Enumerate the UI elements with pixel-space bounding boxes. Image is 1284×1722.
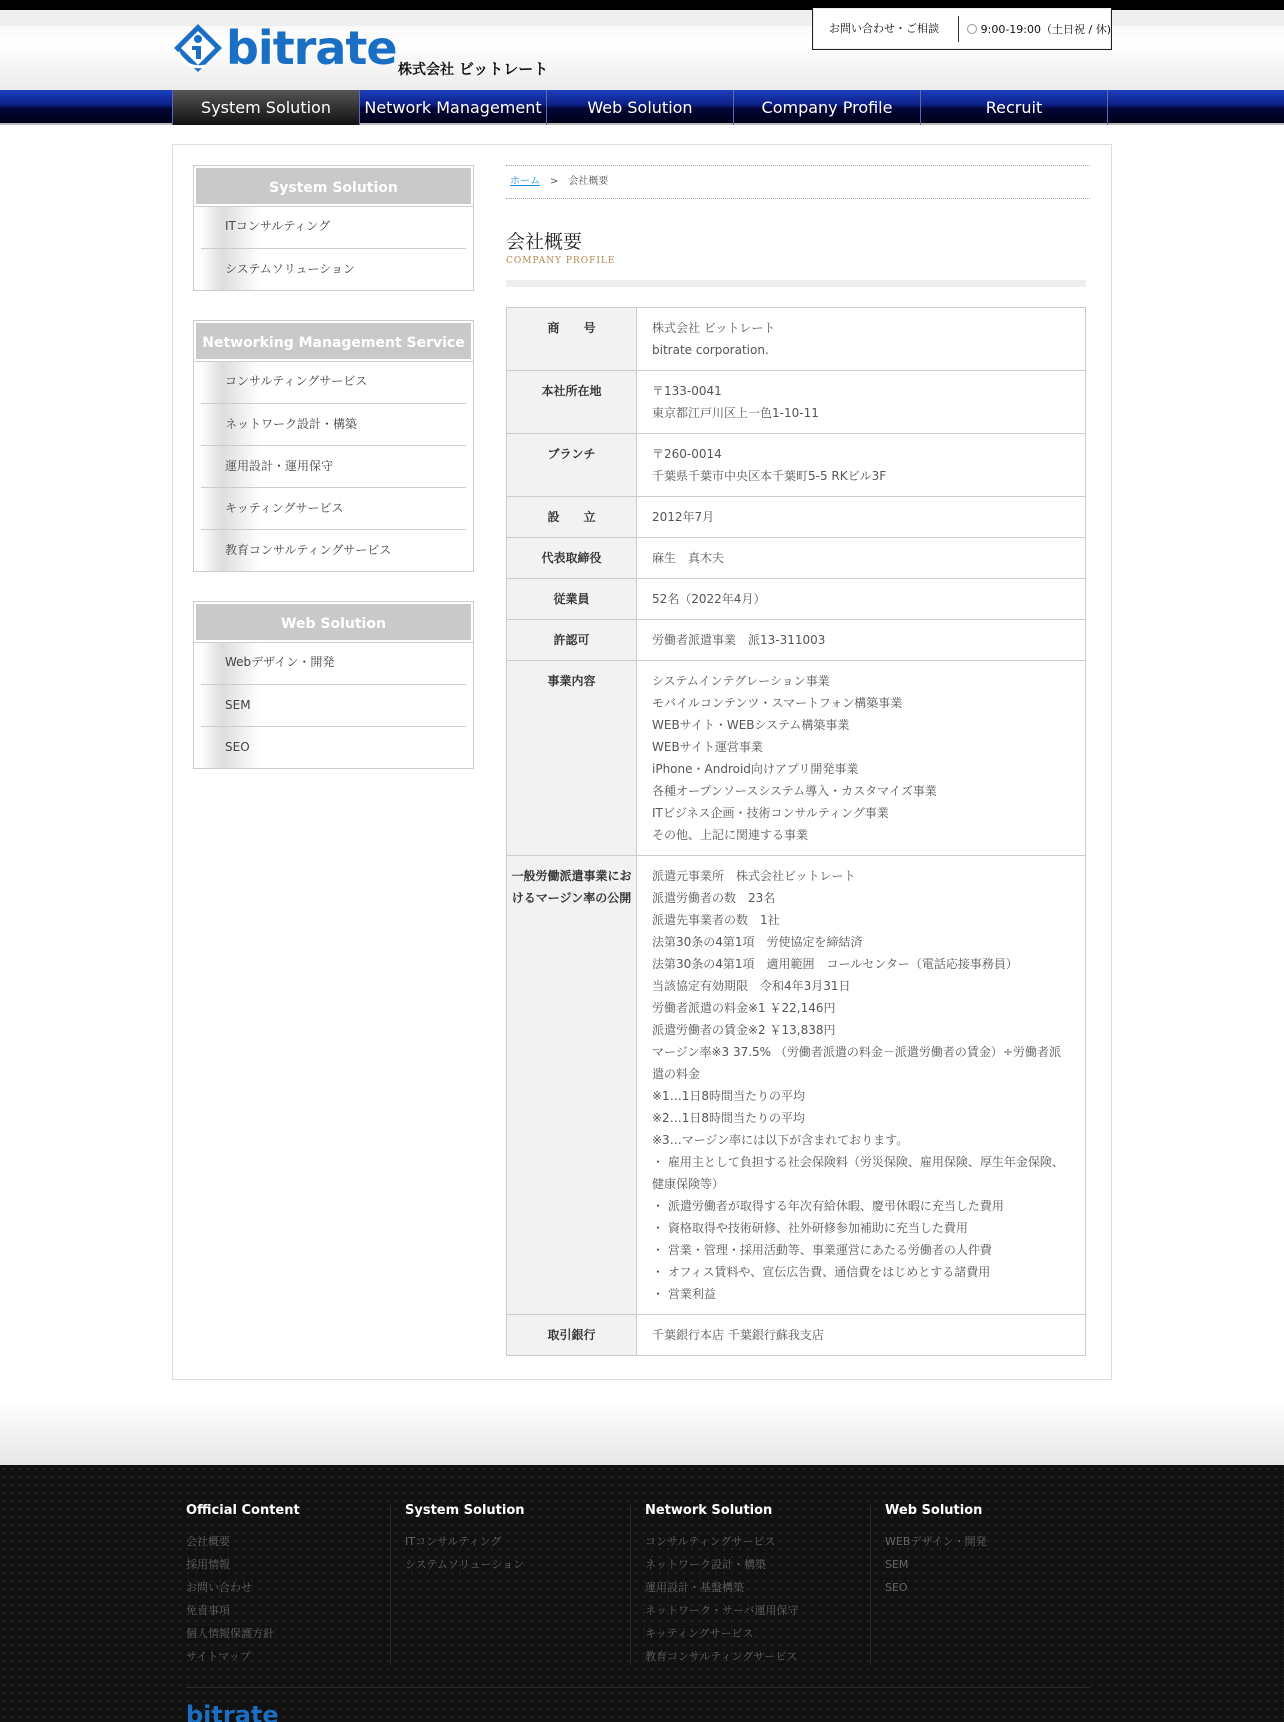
profile-value-line: WEBサイト・WEBシステム構築事業 <box>652 718 850 732</box>
footer-link[interactable]: お問い合わせ <box>186 1581 252 1594</box>
footer-col-web <box>885 1503 987 1599</box>
profile-value <box>637 1315 1086 1356</box>
profile-row <box>507 538 1086 579</box>
footer-heading: Web Solution <box>885 1503 983 1518</box>
breadcrumb-home-link[interactable]: ホーム <box>510 176 540 187</box>
sidebar-item[interactable]: Webデザイン・開発 <box>201 642 466 684</box>
footer-link[interactable]: SEO <box>885 1581 908 1594</box>
footer-link[interactable]: キッティングサービス <box>645 1627 754 1640</box>
profile-row <box>507 856 1086 1315</box>
page-subtitle: COMPANY PROFILE <box>506 256 616 266</box>
footer-col-network <box>645 1503 798 1668</box>
footer-divider <box>870 1505 871 1665</box>
profile-value-line: その他、上記に関連する事業 <box>652 828 809 842</box>
profile-row <box>507 1315 1086 1356</box>
profile-value-line: WEBサイト運営事業 <box>652 740 763 754</box>
footer-link[interactable]: 採用情報 <box>186 1558 230 1571</box>
profile-row <box>507 308 1086 371</box>
sidebar-system-solution <box>193 165 474 291</box>
profile-value-line: 〒133-0041 <box>652 384 722 398</box>
profile-value-line: ※3…マージン率には以下が含まれております。 <box>652 1133 909 1147</box>
footer-link[interactable]: ネットワーク・サーバ運用保守 <box>645 1604 799 1617</box>
breadcrumb-separator: > <box>550 176 559 187</box>
profile-value-line: 株式会社 ビットレート <box>652 321 776 335</box>
footer-gradient <box>0 1400 1284 1466</box>
footer-link[interactable]: WEBデザイン・開発 <box>885 1535 987 1548</box>
main-column <box>506 165 1090 1356</box>
clock-icon <box>967 24 977 34</box>
footer-divider <box>630 1505 631 1665</box>
profile-value-line: 派遣先事業者の数 1社 <box>652 913 780 927</box>
profile-value <box>637 856 1086 1315</box>
title-divider <box>506 280 1086 287</box>
profile-value-line: ・ 営業・管理・採用活動等、事業運営にあたる労働者の人件費 <box>652 1243 992 1257</box>
contact-box[interactable] <box>812 8 1112 50</box>
profile-label: ブランチ <box>507 434 637 497</box>
profile-value-line: ・ 派遣労働者が取得する年次有給休暇、慶弔休暇に充当した費用 <box>652 1199 1004 1213</box>
sidebar-item[interactable]: 教育コンサルティングサービス <box>201 529 466 571</box>
profile-value-line: 当該協定有効期限 令和4年3月31日 <box>652 979 851 993</box>
nav-web-solution[interactable]: Web Solution <box>547 90 734 125</box>
nav-network-management[interactable]: Network Management <box>360 90 547 125</box>
profile-label: 本社所在地 <box>507 371 637 434</box>
profile-label: 取引銀行 <box>507 1315 637 1356</box>
footer-link[interactable]: システムソリューション <box>405 1558 525 1571</box>
profile-value-line: 派遣労働者の賃金※2 ￥13,838円 <box>652 1023 836 1037</box>
profile-value-line: ・ 雇用主として負担する社会保険料（労災保険、雇用保険、厚生年金保険、健康保険等） <box>652 1155 1064 1191</box>
sidebar-item[interactable]: SEO <box>201 726 466 768</box>
footer-link[interactable]: 運用設計・基盤構築 <box>645 1581 744 1594</box>
profile-row <box>507 371 1086 434</box>
footer-col-official <box>186 1503 300 1668</box>
profile-value-line: ITビジネス企画・技術コンサルティング事業 <box>652 806 889 820</box>
breadcrumb-current: 会社概要 <box>568 176 609 187</box>
content-area <box>172 144 1112 1380</box>
profile-label: 事業内容 <box>507 661 637 856</box>
footer-rule <box>186 1687 1090 1688</box>
company-name: ビットレート <box>458 60 549 78</box>
nav-recruit[interactable]: Recruit <box>921 90 1108 125</box>
footer-link[interactable]: 個人情報保護方針 <box>186 1627 274 1640</box>
footer-link[interactable]: ネットワーク設計・構築 <box>645 1558 766 1571</box>
profile-value-line: 派遣労働者の数 23名 <box>652 891 776 905</box>
profile-label: 従業員 <box>507 579 637 620</box>
footer-link[interactable]: ITコンサルティング <box>405 1535 502 1548</box>
profile-value-line: 労働者派遣事業 派13-311003 <box>652 633 826 647</box>
profile-value-line: 各種オープンソースシステム導入・カスタマイズ事業 <box>652 784 937 798</box>
profile-value-line: 千葉銀行本店 千葉銀行蘇我支店 <box>652 1328 824 1342</box>
profile-value <box>637 579 1086 620</box>
logo-text: bitrate <box>226 21 397 75</box>
page-title: 会社概要 <box>506 231 583 253</box>
sidebar-item[interactable]: ネットワーク設計・構築 <box>201 403 466 445</box>
profile-value-line: iPhone・Android向けアプリ開発事業 <box>652 762 859 776</box>
footer-link[interactable]: SEM <box>885 1558 909 1571</box>
hours-text: 9:00-19:00（土日祝 / 休) <box>980 22 1111 36</box>
sidebar-item[interactable]: 運用設計・運用保守 <box>201 445 466 487</box>
sidebar-item[interactable]: システムソリューション <box>201 248 466 290</box>
footer-link[interactable]: サイトマップ <box>186 1650 251 1663</box>
footer-divider <box>390 1505 391 1665</box>
sidebar-item[interactable]: SEM <box>201 684 466 726</box>
global-nav <box>0 90 1284 125</box>
profile-value <box>637 434 1086 497</box>
footer-link[interactable]: 会社概要 <box>186 1535 230 1548</box>
business-hours <box>959 21 1111 37</box>
sidebar-heading: System Solution <box>194 166 473 206</box>
profile-value-line: システムインテグレーション事業 <box>652 674 830 688</box>
profile-value-line: 52名（2022年4月） <box>652 592 766 606</box>
footer-link[interactable]: コンサルティングサービス <box>645 1535 776 1548</box>
footer-heading: System Solution <box>405 1503 525 1518</box>
profile-value-line: マージン率※3 37.5% （労働者派遣の料金－派遣労働者の賃金）÷労働者派遣の料金 <box>652 1045 1061 1081</box>
footer-link[interactable]: 教育コンサルティングサービス <box>645 1650 798 1663</box>
profile-value-line: ※1…1日8時間当たりの平均 <box>652 1089 805 1103</box>
company-profile-table <box>506 307 1086 1356</box>
profile-value-line: 〒260-0014 <box>652 447 722 461</box>
footer-link[interactable]: 免責事項 <box>186 1604 230 1617</box>
profile-value-line: 派遣元事業所 株式会社ビットレート <box>652 869 856 883</box>
profile-value <box>637 661 1086 856</box>
profile-row <box>507 661 1086 856</box>
bitrate-logo-icon <box>172 22 224 74</box>
profile-row <box>507 497 1086 538</box>
company-prefix: 株式会社 <box>398 62 454 78</box>
profile-value-line: ・ 資格取得や技術研修、社外研修参加補助に充当した費用 <box>652 1221 968 1235</box>
profile-label: 商 号 <box>507 308 637 371</box>
profile-row <box>507 434 1086 497</box>
sidebar-item[interactable]: キッティングサービス <box>201 487 466 529</box>
footer-heading: Network Solution <box>645 1503 773 1518</box>
footer-col-system <box>405 1503 525 1576</box>
footer-logo[interactable]: bitrate <box>186 1701 279 1722</box>
profile-value-line: 麻生 真木夫 <box>652 551 725 565</box>
profile-row <box>507 620 1086 661</box>
profile-value-line: bitrate corporation. <box>652 343 769 357</box>
profile-value <box>637 538 1086 579</box>
profile-value-line: ・ 営業利益 <box>652 1287 716 1301</box>
profile-value-line: 東京都江戸川区上一色1-10-11 <box>652 406 819 420</box>
profile-value-line: 労働者派遣の料金※1 ￥22,146円 <box>652 1001 836 1015</box>
sidebar-network-management <box>193 320 474 572</box>
profile-label: 設 立 <box>507 497 637 538</box>
profile-value-line: モバイルコンテンツ・スマートフォン構築事業 <box>652 696 903 710</box>
profile-label: 許認可 <box>507 620 637 661</box>
nav-company-profile[interactable]: Company Profile <box>734 90 921 125</box>
profile-value-line: 法第30条の4第1項 労使協定を締結済 <box>652 935 863 949</box>
profile-value <box>637 308 1086 371</box>
profile-value <box>637 497 1086 538</box>
breadcrumb <box>506 165 1090 199</box>
profile-value <box>637 620 1086 661</box>
profile-label: 一般労働派遣事業におけるマージン率の公開 <box>507 856 637 1315</box>
sidebar-heading: Web Solution <box>194 602 473 642</box>
contact-label[interactable]: お問い合わせ・ご相談 <box>813 16 959 42</box>
profile-value-line: ※2…1日8時間当たりの平均 <box>652 1111 805 1125</box>
sidebar-heading: Networking Management Service <box>194 321 473 361</box>
profile-row <box>507 579 1086 620</box>
profile-value-line: 2012年7月 <box>652 510 715 524</box>
site-logo[interactable] <box>172 22 397 74</box>
profile-value-line: 法第30条の4第1項 適用範囲 コールセンター（電話応接事務員） <box>652 957 1018 971</box>
sidebar-web-solution <box>193 601 474 769</box>
profile-label: 代表取締役 <box>507 538 637 579</box>
profile-value <box>637 371 1086 434</box>
sidebar-item[interactable]: ITコンサルティング <box>201 206 466 248</box>
sidebar-item[interactable]: コンサルティングサービス <box>201 361 466 403</box>
nav-system-solution[interactable]: System Solution <box>173 90 360 125</box>
footer-heading: Official Content <box>186 1503 300 1518</box>
site-footer <box>0 1465 1284 1722</box>
company-name-jp <box>398 58 548 79</box>
profile-value-line: ・ オフィス賃料や、宣伝広告費、通信費をはじめとする諸費用 <box>652 1265 991 1279</box>
profile-value-line: 千葉県千葉市中央区本千葉町5-5 RKビル3F <box>652 469 887 483</box>
